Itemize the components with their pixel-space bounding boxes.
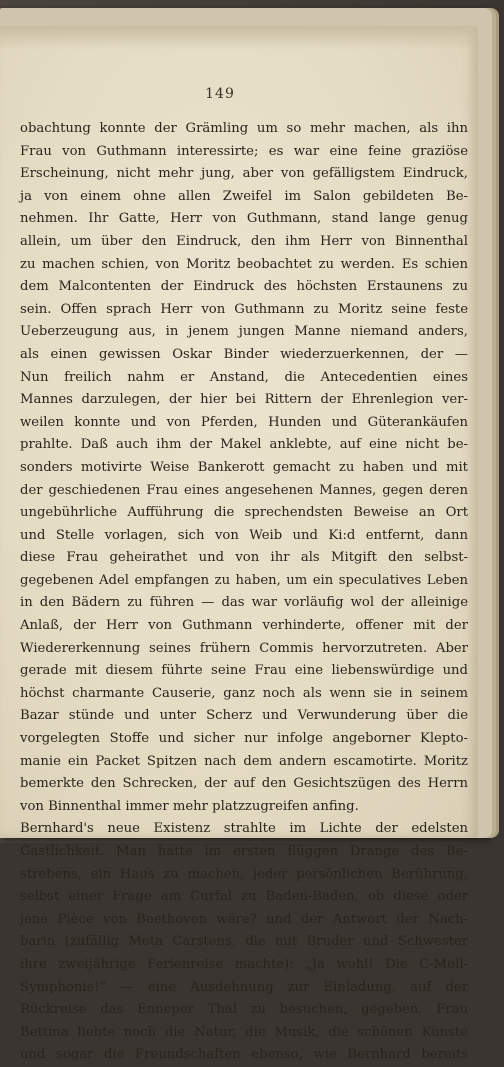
text-line: vorgelegten Stoffe und sicher nur infolge angeborner Klepto- bbox=[20, 731, 468, 747]
text-line: Rückreise das Enneper Thal zu besuchen, gegeben. Frau bbox=[20, 1002, 468, 1018]
text-line: Bernhard's neue Existenz strahlte im Lichte der edelsten bbox=[20, 821, 468, 837]
text-line: der geschiedenen Frau eines angesehenen Mannes, gegen deren bbox=[20, 482, 468, 498]
text-line: diese Frau geheirathet und von ihr als Mitgift den selbst- bbox=[20, 550, 468, 566]
text-line: Gastlichkeit. Man hatte im ersten flüggen Drange des Be- bbox=[20, 844, 468, 859]
body-text bbox=[20, 118, 468, 1067]
text-line: Bettina liebte noch die Natur, die Musik, die schönen Künste bbox=[20, 1024, 468, 1040]
text-line: Anlaß, der Herr von Guthmann verhinderte, offener mit der bbox=[20, 618, 468, 634]
text-line: Wiedererkennung seines frühern Commis hervorzutreten. Aber bbox=[20, 640, 468, 656]
text-line: sonders motivirte Weise Bankerott gemacht zu haben und mit bbox=[20, 459, 468, 475]
text-line: jene Pièce von Beethoven wäre? und der Antwort der Nach- bbox=[20, 911, 468, 927]
text-line: ja von einem ohne allen Zweifel im Salon gebildeten Be- bbox=[20, 188, 468, 204]
text-line: manie ein Packet Spitzen nach dem andern escamotirte. Moritz bbox=[20, 753, 468, 769]
text-line: strebens, ein Haus zu machen, jeder persönlichen Berührung, bbox=[20, 866, 468, 882]
text-line: sein. Offen sprach Herr von Guthmann zu Moritz seine feste bbox=[20, 301, 468, 317]
text-line: Bazar stünde und unter Scherz und Verwunderung über die bbox=[20, 708, 468, 724]
text-line: von Binnenthal immer mehr platzzugreifen anfing. bbox=[20, 798, 359, 814]
text-line: selbst einer Frage am Curfal zu Baden-Baden, ob diese oder bbox=[20, 889, 468, 905]
page-shadow bbox=[0, 26, 478, 50]
text-line: höchst charmante Causerie, ganz noch als wenn sie in seinem bbox=[20, 685, 468, 701]
text-line: nehmen. Ihr Gatte, Herr von Guthmann, stand lange genug bbox=[20, 211, 468, 227]
text-line: ihre zweijährige Ferienreise machte): „Ja wohl! Die C-Moll- bbox=[20, 956, 468, 972]
text-line: Erscheinung, nicht mehr jung, aber von gefälligstem Eindruck, bbox=[20, 166, 468, 182]
text-line: als einen gewissen Oskar Binder wiederzuerkennen, der — bbox=[20, 346, 468, 362]
text-line: Ueberzeugung aus, in jenem jungen Manne niemand anders, bbox=[20, 324, 468, 340]
text-line: Mannes darzulegen, der hier bei Rittern der Ehrenlegion ver- bbox=[20, 392, 468, 408]
text-line: Symphonie!“ — eine Ausdehnung zur Einladung, auf der bbox=[20, 979, 468, 995]
text-line: barin (zufällig Meta Carstens, die mit Bruder und Schwester bbox=[20, 934, 468, 950]
text-line: weilen konnte und von Pferden, Hunden und Güterankäufen bbox=[20, 414, 468, 430]
text-line: dem Malcontenten der Eindruck des höchsten Erstaunens zu bbox=[20, 279, 468, 295]
text-line: allein, um über den Eindruck, den ihm Herr von Binnenthal bbox=[20, 233, 468, 249]
text-line: gegebenen Adel empfangen zu haben, um ein speculatives Leben bbox=[20, 572, 468, 588]
page-number: 149 bbox=[205, 86, 235, 102]
text-line: zu machen schien, von Moritz beobachtet zu werden. Es schien bbox=[20, 256, 468, 272]
text-line: Frau von Guthmann interessirte; es war eine feine graziöse bbox=[20, 143, 468, 159]
text-line: in den Bädern zu führen — das war vorläufig wol der alleinige bbox=[20, 595, 468, 611]
text-line: ungebührliche Aufführung die sprechendsten Beweise an Ort bbox=[20, 505, 468, 521]
text-line: bemerkte den Schrecken, der auf den Gesichtszügen des Herrn bbox=[20, 776, 468, 792]
text-line: und Stelle vorlagen, sich von Weib und Ki:d entfernt, dann bbox=[20, 527, 468, 543]
text-line: und sogar die Freundschaften ebenso, wie Bernhard bereits bbox=[20, 1047, 468, 1063]
text-line: prahlte. Daß auch ihm der Makel anklebte, auf eine nicht be- bbox=[20, 437, 468, 453]
text-line: obachtung konnte der Grämling um so mehr machen, als ihn bbox=[20, 121, 468, 136]
text-line: Nun freilich nahm er Anstand, die Antecedentien eines bbox=[20, 369, 468, 385]
text-line: gerade mit diesem führte seine Frau eine liebenswürdige und bbox=[20, 663, 468, 679]
